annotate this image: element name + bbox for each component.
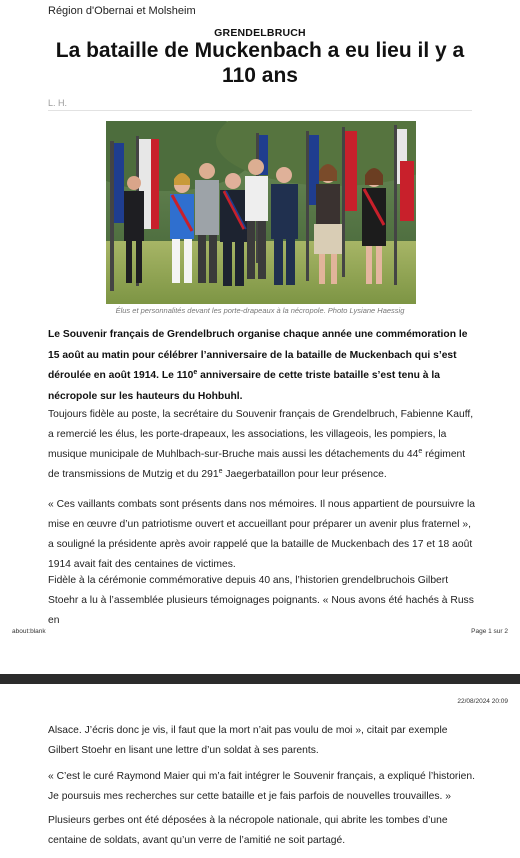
article-paragraph: Plusieurs gerbes ont été déposées à la nécropole nationale, qui abrite les tombes d’une centaine de soldats, avant qu’un verre de l’amitié ne soit partagé. (48, 815, 448, 846)
photo-caption: Élus et personnalités devant les porte-drapeaux à la nécropole. Photo Lysiane Haessig (115, 306, 405, 315)
article-lead-paragraph: Le Souvenir français de Grendelbruch organise chaque année une commémoration le 15 août au matin pour célébrer l’anniversaire de la bataille de Muckenbach qui s’est déroulée en août 1914. Le 110e anniversaire de cette triste bataille s’est tenu à la nécropole sur les hauteurs du Hohbuhl. (48, 329, 468, 402)
print-url: about:blank (12, 628, 46, 635)
article-author: L. H. (48, 98, 68, 108)
article-photo (106, 121, 416, 304)
article-title: La bataille de Muckenbach a eu lieu il y a 110 ans (55, 39, 465, 87)
page-separator (0, 674, 520, 684)
article-paragraph: « Ces vaillants combats sont présents dans nos mémoires. Il nous appartient de poursuivre la mise en œuvre d’un patriotisme ouvert et accueillant pour préparer un avenir plus fraternel », a souligné la présidente après avoir rappelé que la bataille de Muckenbach des 17 et 18 août 1914 avait fait des centaines de victimes. (48, 499, 475, 570)
article-paragraph: Toujours fidèle au poste, la secrétaire du Souvenir français de Grendelbruch, Fabienne Kauff, a remercié les élus, les porte-drapeaux, les associations, les villageois, les pompiers, la musique municipale de Muhlbach-sur-Bruche mais aussi les détachements du 44e régiment de transmissions de Mutzig et du 291e Jaegerbataillon pour leur présence. (48, 409, 474, 480)
article-paragraph: Fidèle à la cérémonie commémorative depuis 40 ans, l’historien grendelbruchois Gilbert Stoehr a lu à l’assemblée plusieurs témoignages poignants. « Nous avons été hachés à Russ en (48, 575, 474, 626)
print-page-label: Page 1 sur 2 (471, 628, 508, 635)
divider (48, 110, 472, 111)
print-page-2 (0, 684, 520, 858)
article-paragraph: « C’est le curé Raymond Maier qui m’a fait intégrer le Souvenir français, a expliqué l’historien. Je poursuis mes recherches sur cette bataille et je fais parfois de nouvelles trouvailles. » (48, 771, 475, 802)
article-paragraph: Alsace. J’écris donc je vis, il faut que la mort n’ait pas voulu de moi », citait par exemple Gilbert Stoehr en lisant une lettre d’un soldat à ses parents. (48, 725, 448, 756)
article-kicker: GRENDELBRUCH (214, 27, 306, 39)
region-label: Région d'Obernai et Molsheim (48, 5, 196, 17)
print-datetime: 22/08/2024 20:09 (457, 698, 508, 705)
